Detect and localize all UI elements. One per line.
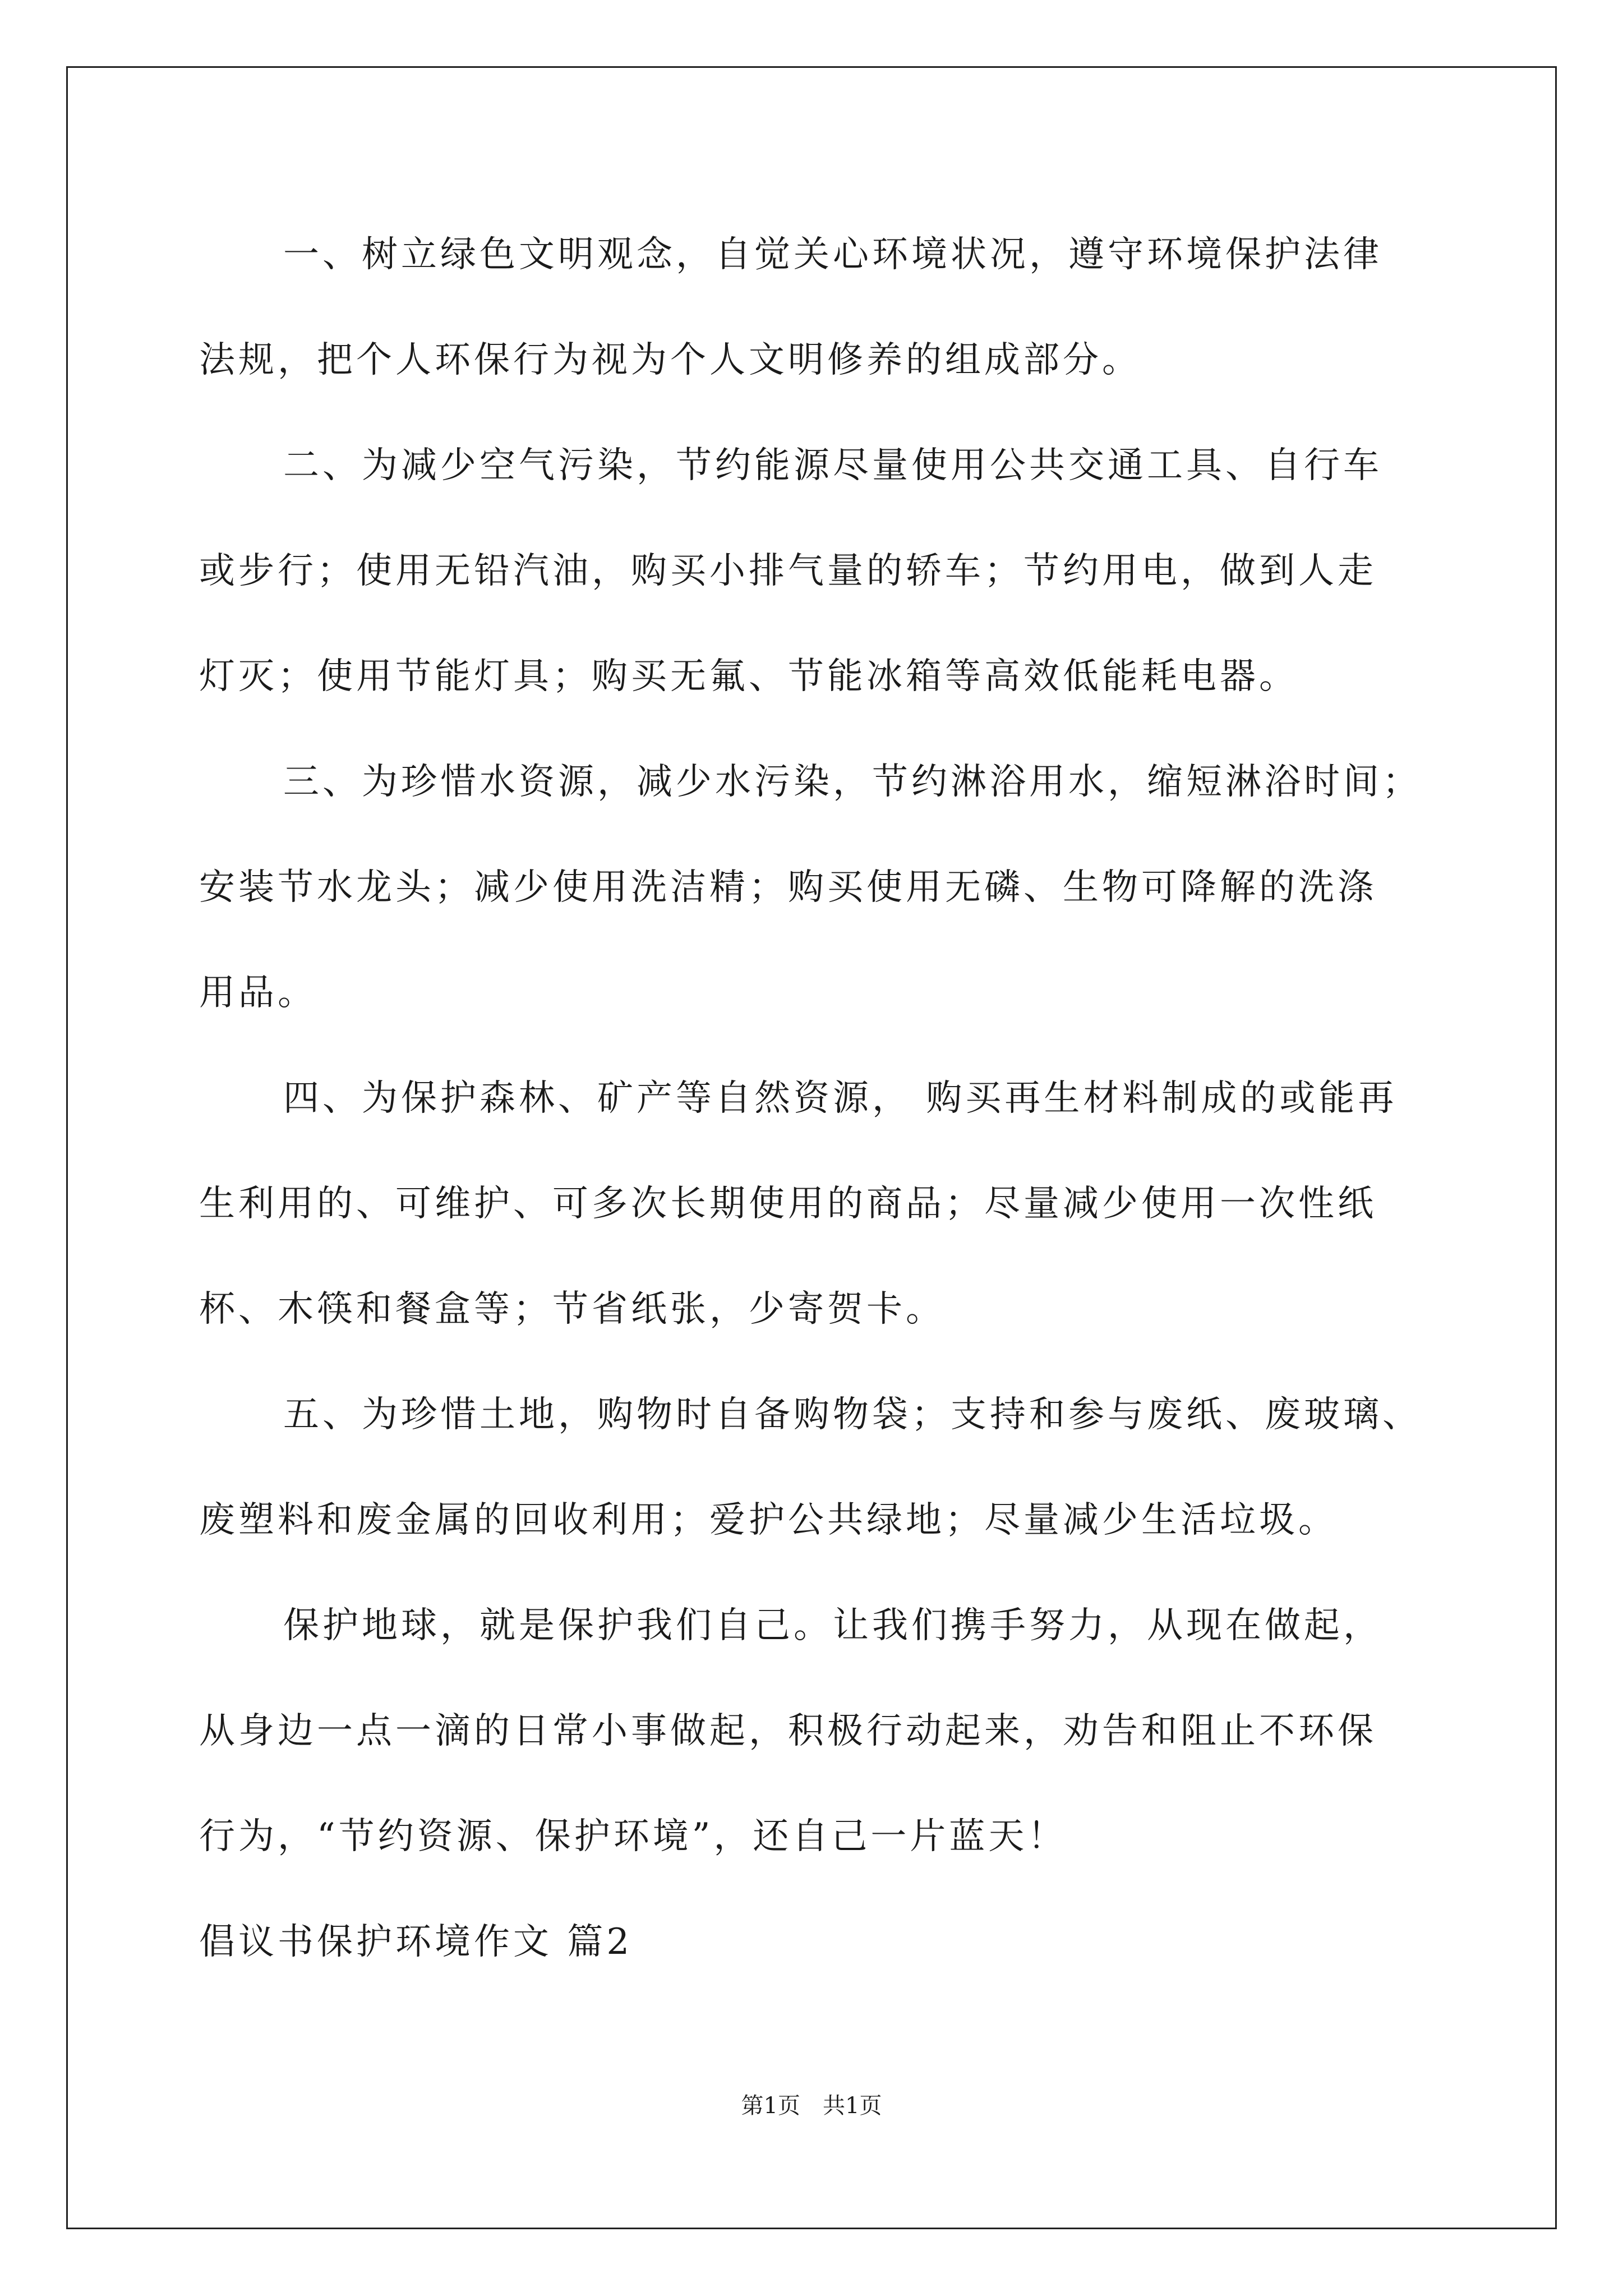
paragraph-line: 从身边一点一滴的日常小事做起，积极行动起来，劝告和阻止不环保	[199, 1710, 1377, 1752]
paragraph-line: 灯灭；使用节能灯具；购买无氟、节能冰箱等高效低能耗电器。	[199, 656, 1298, 697]
paragraph-line: 二、为减少空气污染，节约能源尽量使用公共交通工具、自行车	[283, 445, 1382, 486]
paragraph-line: 法规，把个人环保行为视为个人文明修养的组成部分。	[199, 339, 1141, 381]
paragraph-line: 四、为保护森林、矿产等自然资源， 购买再生材料制成的或能再	[283, 1078, 1398, 1119]
page-number-footer: 第1页 共1页	[741, 2093, 882, 2119]
paragraph-line: 一、树立绿色文明观念，自觉关心环境状况，遵守环境保护法律	[283, 234, 1382, 275]
paragraph-line: 杯、木筷和餐盒等；节省纸张，少寄贺卡。	[199, 1289, 945, 1330]
paragraph-line: 用品。	[199, 972, 317, 1014]
paragraph-line: 行为，“节约资源、保护环境”，还自己一片蓝天！	[199, 1816, 1067, 1857]
section-heading: 倡议书保护环境作文 篇2	[199, 1921, 633, 1963]
paragraph-line: 生利用的、可维护、可多次长期使用的商品；尽量减少使用一次性纸	[199, 1183, 1377, 1225]
paragraph-line: 三、为珍惜水资源，减少水污染，节约淋浴用水，缩短淋浴时间；	[283, 761, 1422, 803]
paragraph-2	[199, 413, 1424, 729]
paragraph-line: 五、为珍惜土地，购物时自备购物袋；支持和参与废纸、废玻璃、	[283, 1394, 1422, 1435]
paragraph-line: 废塑料和废金属的回收利用；爱护公共绿地；尽量减少生活垃圾。	[199, 1499, 1338, 1541]
paragraph-line: 安装节水龙头；减少使用洗洁精；购买使用无磷、生物可降解的洗涤	[199, 867, 1377, 908]
paragraph-3	[199, 729, 1424, 1046]
paragraph-line: 保护地球，就是保护我们自己。让我们携手努力，从现在做起，	[283, 1605, 1382, 1646]
paragraph-4	[199, 1046, 1424, 1362]
paragraph-1	[199, 202, 1424, 413]
paragraph-line: 或步行；使用无铅汽油，购买小排气量的轿车；节约用电，做到人走	[199, 550, 1377, 592]
paragraph-6	[199, 1573, 1424, 1889]
paragraph-5	[199, 1362, 1424, 1573]
document-body	[199, 202, 1424, 1995]
